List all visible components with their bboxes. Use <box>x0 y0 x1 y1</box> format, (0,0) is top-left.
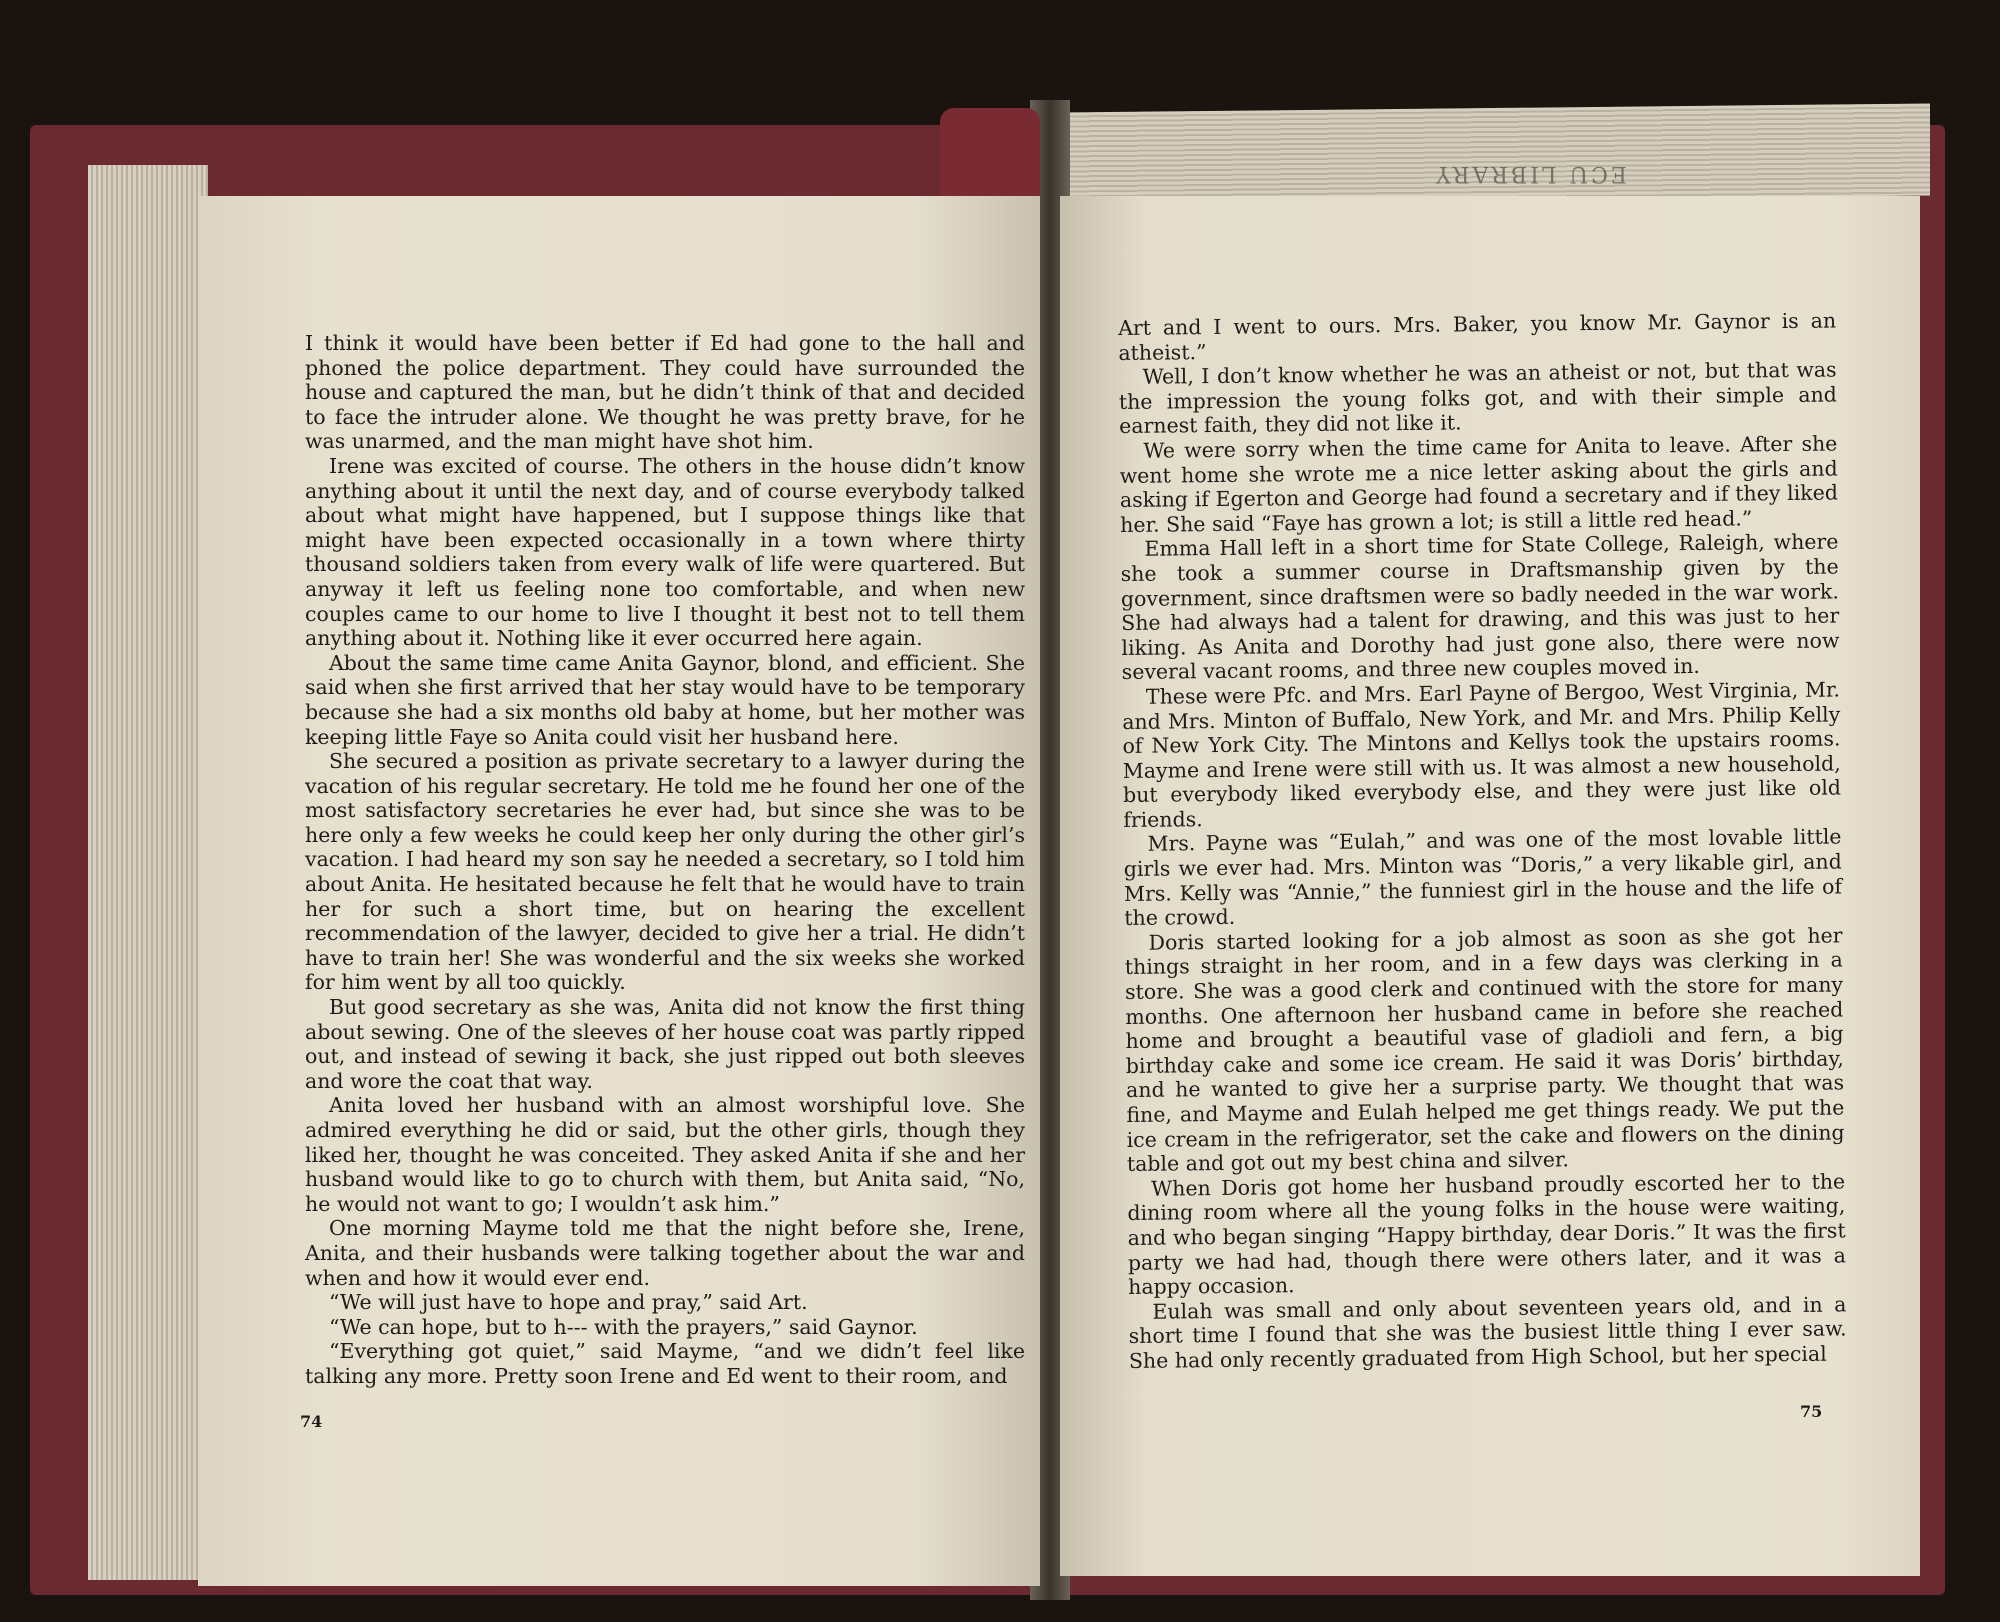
page-number-left: 74 <box>300 1412 323 1431</box>
paragraph: Eulah was small and only about seventeen years old, and in a short time I found that she was the busiest little thing I ever saw. She had only recently graduated from High School, but her special <box>1128 1292 1847 1373</box>
paragraph: These were Pfc. and Mrs. Earl Payne of Bergoo, West Virginia, Mr. and Mrs. Minton of Buffalo, New York, and Mr. and Mrs. Philip Kelly of New York City. The Mintons and Kellys took the upstairs rooms. Mayme and Irene were still with us. It was almost a new household, but everybody liked everybody else, and they were just like old friends. <box>1122 677 1842 832</box>
paragraph: When Doris got home her husband proudly escorted her to the dining room where all the young folks in the house were waiting, and who began singing “Happy birthday, dear Doris.” It was the first party we had had, though there were others later, and it was a happy occasion. <box>1127 1169 1846 1300</box>
paragraph: One morning Mayme told me that the night before she, Irene, Anita, and their husbands were talking together about the war and when and how it would ever end. <box>305 1216 1025 1290</box>
right-page-text <box>1118 308 1847 1373</box>
paragraph: Emma Hall left in a short time for State College, Raleigh, where she took a summer course in Draftsmanship given by the government, since draftsmen were so badly needed in the war work. She had always had a talent for drawing, and this was just to her liking. As Anita and Dorothy had just gone also, there were now several vacant rooms, and three new couples moved in. <box>1120 529 1840 685</box>
paragraph: We were sorry when the time came for Anita to leave. After she went home she wrote me a nice letter asking about the girls and asking if Egerton and George had found a secretary and if they liked her. She said “Faye has grown a lot; is still a little red head.” <box>1119 431 1839 537</box>
paragraph: About the same time came Anita Gaynor, blond, and efficient. She said when she first arrived that her stay would have to be temporary because she had a six months old baby at home, but her mother was keeping little Faye so Anita could visit her husband here. <box>305 650 1025 749</box>
paragraph: Doris started looking for a job almost as soon as she got her things straight in her room, and in a few days was clerking in a store. She was a good clerk and continued with the store for many months. One afternoon her husband came in before she reached home and brought a beautiful vase of gladioli and fern, a big birthday cake and some ice cream. He said it was Doris’ birthday, and he wanted to give her a surprise party. We thought that was fine, and Mayme and Eulah helped me get things ready. We put the ice cream in the refrigerator, set the cake and flowers on the dining table and got out my best china and silver. <box>1124 923 1845 1177</box>
left-page-text <box>305 331 1025 1389</box>
paragraph: I think it would have been better if Ed had gone to the hall and phoned the police department. They could have surrounded the house and captured the man, but he didn’t think of that and decided to face the intruder alone. We thought he was pretty brave, for he was unarmed, and the man might have shot him. <box>305 331 1025 454</box>
page-edges-top-right <box>1060 103 1930 204</box>
paragraph: Mrs. Payne was “Eulah,” and was one of the most lovable little girls we ever had. Mrs. Minton was “Doris,” a very likable girl, and Mrs. Kelly was “Annie,” the funniest girl in the house and the life of the crowd. <box>1123 824 1843 931</box>
paragraph: Anita loved her husband with an almost worshipful love. She admired everything he did or said, but the other girls, though they liked her, thought he was conceited. They asked Anita if she and her husband would like to go to church with them, but Anita said, “No, he would not want to go; I wouldn’t ask him.” <box>305 1093 1025 1216</box>
page-edges-left <box>88 165 208 1580</box>
page-number-right: 75 <box>1800 1402 1823 1421</box>
library-stamp: ECU LIBRARY <box>1433 161 1627 186</box>
paragraph: She secured a position as private secretary to a lawyer during the vacation of his regular secretary. He told me he found her one of the most satisfactory secretaries he ever had, but since she was to be here only a few weeks he could keep her only during the other girl’s vacation. I had heard my son say he needed a secretary, so I told him about Anita. He hesitated because he felt that he would have to train her for such a short time, but on hearing the excellent recommendation of the lawyer, decided to give her a trial. He didn’t have to train her! She was wonderful and the six weeks she worked for him went by all too quickly. <box>305 749 1025 995</box>
paragraph: “We can hope, but to h--- with the prayers,” said Gaynor. <box>329 1314 918 1339</box>
paragraph: Irene was excited of course. The others in the house didn’t know anything about it until the next day, and of course everybody talked about what might have happened, but I suppose things like that might have been expected occasionally in a town where thirty thousand soldiers taken from every walk of life were quartered. But anyway it left us feeling none too comfortable, and when new couples came to our home to live I thought it best not to tell them anything about it. Nothing like it ever occurred here again. <box>305 453 1025 651</box>
paragraph: But good secretary as she was, Anita did not know the first thing about sewing. One of the sleeves of her house coat was partly ripped out, and instead of sewing it back, she just ripped out both sleeves and wore the coat that way. <box>305 995 1025 1093</box>
paragraph: “We will just have to hope and pray,” said Art. <box>329 1290 808 1315</box>
paragraph: Well, I don’t know whether he was an atheist or not, but that was the impression the young folks got, and with their simple and earnest faith, they did not like it. <box>1118 357 1837 439</box>
paragraph: “Everything got quiet,” said Mayme, “and we didn’t feel like talking any more. Pretty soon Irene and Ed went to their room, and <box>305 1339 1025 1388</box>
headband <box>940 108 1040 198</box>
paragraph: Art and I went to ours. Mrs. Baker, you know Mr. Gaynor is an atheist.” <box>1118 308 1837 365</box>
